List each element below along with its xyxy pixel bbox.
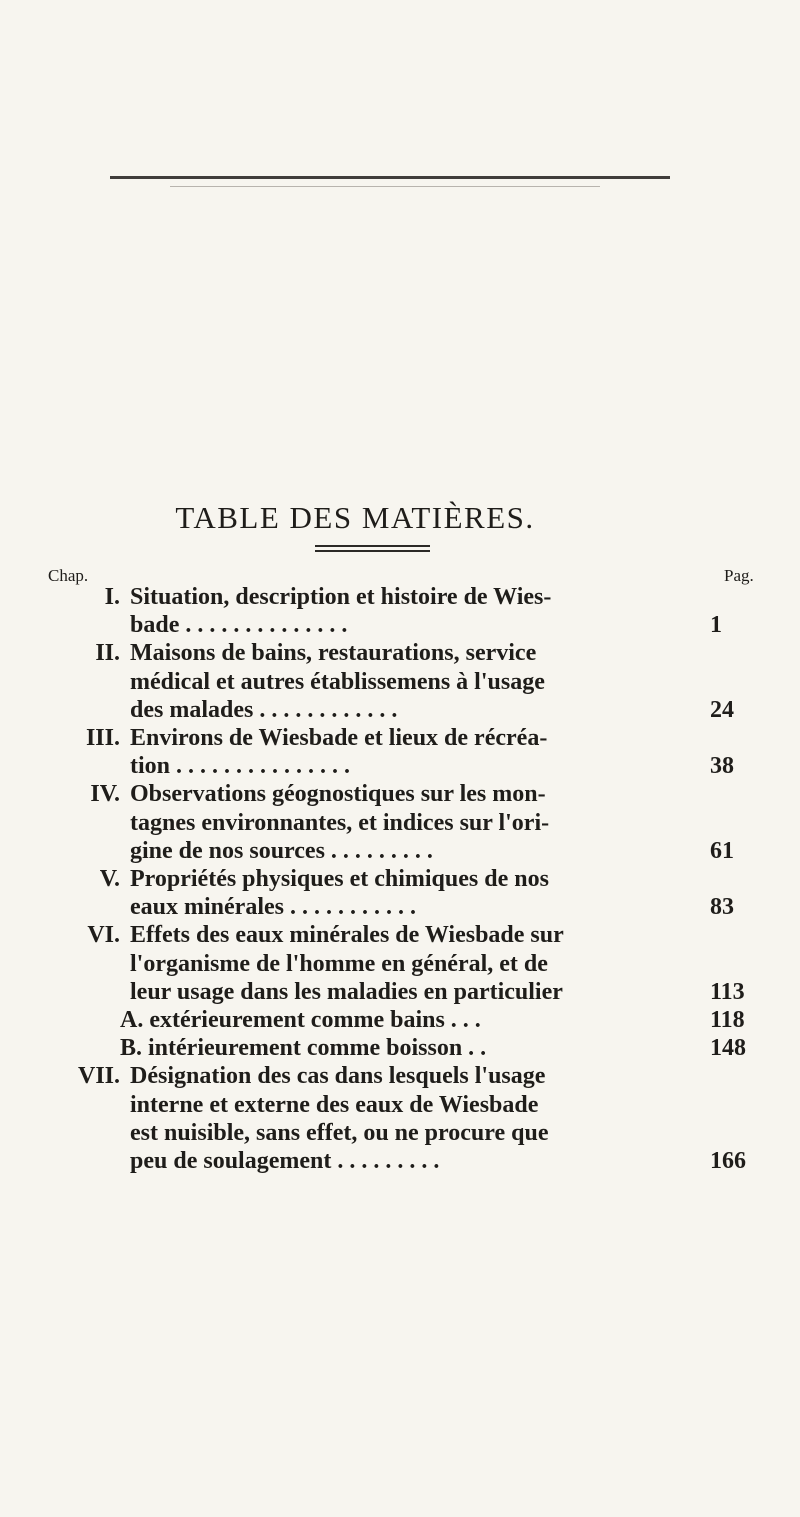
toc-entry — [60, 639, 780, 724]
entry-text — [130, 780, 703, 865]
entry-text — [130, 583, 703, 639]
entry-text — [130, 639, 703, 724]
entry-line: Situation, description et histoire de Wies- — [130, 584, 552, 610]
entry-line: Effets des eaux minérales de Wiesbade sur — [130, 922, 564, 949]
entry-line: Observations géognostiques sur les mon- — [130, 781, 546, 808]
page-number: 118 — [710, 1007, 745, 1034]
entry-line: peu de soulagement . . . . . . . . . — [130, 1148, 440, 1175]
toc-entry — [60, 1006, 780, 1034]
chapter-number: III. — [85, 725, 120, 752]
entry-line: des malades . . . . . . . . . . . . — [130, 696, 398, 723]
title-rule — [315, 545, 430, 547]
entry-line: leur usage dans les maladies en particulier — [130, 978, 563, 1005]
page-number: 1 — [710, 612, 722, 639]
toc-entry — [60, 724, 780, 780]
chapter-number: II. — [95, 640, 120, 667]
entry-line: médical et autres établissemens à l'usage — [130, 668, 545, 695]
top-rule-thin — [170, 186, 600, 187]
toc-entry — [60, 1062, 780, 1175]
toc-entry — [60, 1034, 780, 1062]
table-of-contents — [60, 583, 780, 1175]
entry-line: Propriétés physiques et chimiques de nos — [130, 866, 549, 893]
entry-line: Désignation des cas dans lesquels l'usage — [130, 1063, 546, 1090]
entry-text — [130, 865, 703, 921]
entry-line: est nuisible, sans effet, ou ne procure que — [130, 1119, 549, 1146]
toc-entry — [60, 583, 780, 639]
entry-text — [120, 1034, 693, 1062]
page-number: 148 — [710, 1035, 746, 1062]
entry-line: Maisons de bains, restaurations, service — [130, 640, 537, 667]
page-number: 38 — [710, 753, 734, 780]
entry-line: eaux minérales . . . . . . . . . . . — [130, 894, 416, 921]
entry-text — [130, 724, 703, 780]
entry-line: A. extérieurement comme bains . . . — [120, 1007, 481, 1034]
entry-line: l'organisme de l'homme en général, et de — [130, 950, 548, 977]
chapter-column-header: Chap. — [48, 566, 89, 585]
page-title: TABLE DES MATIÈRES. — [175, 500, 535, 535]
entry-line: tagnes environnantes, et indices sur l'ori- — [130, 809, 550, 836]
toc-entry — [60, 921, 780, 1006]
page-column-header: Pag. — [724, 566, 754, 585]
entry-line: interne et externe des eaux de Wiesbade — [130, 1091, 539, 1118]
toc-entry — [60, 865, 780, 921]
entry-text — [130, 921, 703, 1006]
chapter-number: IV. — [90, 781, 120, 808]
entry-line: bade . . . . . . . . . . . . . . — [130, 612, 348, 639]
chapter-number: VI. — [87, 922, 120, 949]
page-number: 24 — [710, 696, 734, 723]
chapter-number: V. — [99, 866, 120, 893]
entry-text — [120, 1006, 693, 1034]
entry-line: B. intérieurement comme boisson . . — [120, 1035, 487, 1062]
title-rule — [315, 550, 430, 552]
page-number: 166 — [710, 1148, 746, 1175]
entry-line: gine de nos sources . . . . . . . . . — [130, 837, 433, 864]
entry-line: tion . . . . . . . . . . . . . . . — [130, 753, 351, 780]
toc-entry — [60, 780, 780, 865]
page-number: 113 — [710, 978, 745, 1005]
entry-line: Environs de Wiesbade et lieux de récréa- — [130, 725, 548, 752]
page-number: 83 — [710, 894, 734, 921]
chapter-number: VII. — [77, 1063, 120, 1090]
chapter-number: I. — [104, 584, 120, 610]
top-rule — [110, 176, 670, 179]
page-number: 61 — [710, 837, 734, 864]
entry-text — [130, 1062, 703, 1175]
